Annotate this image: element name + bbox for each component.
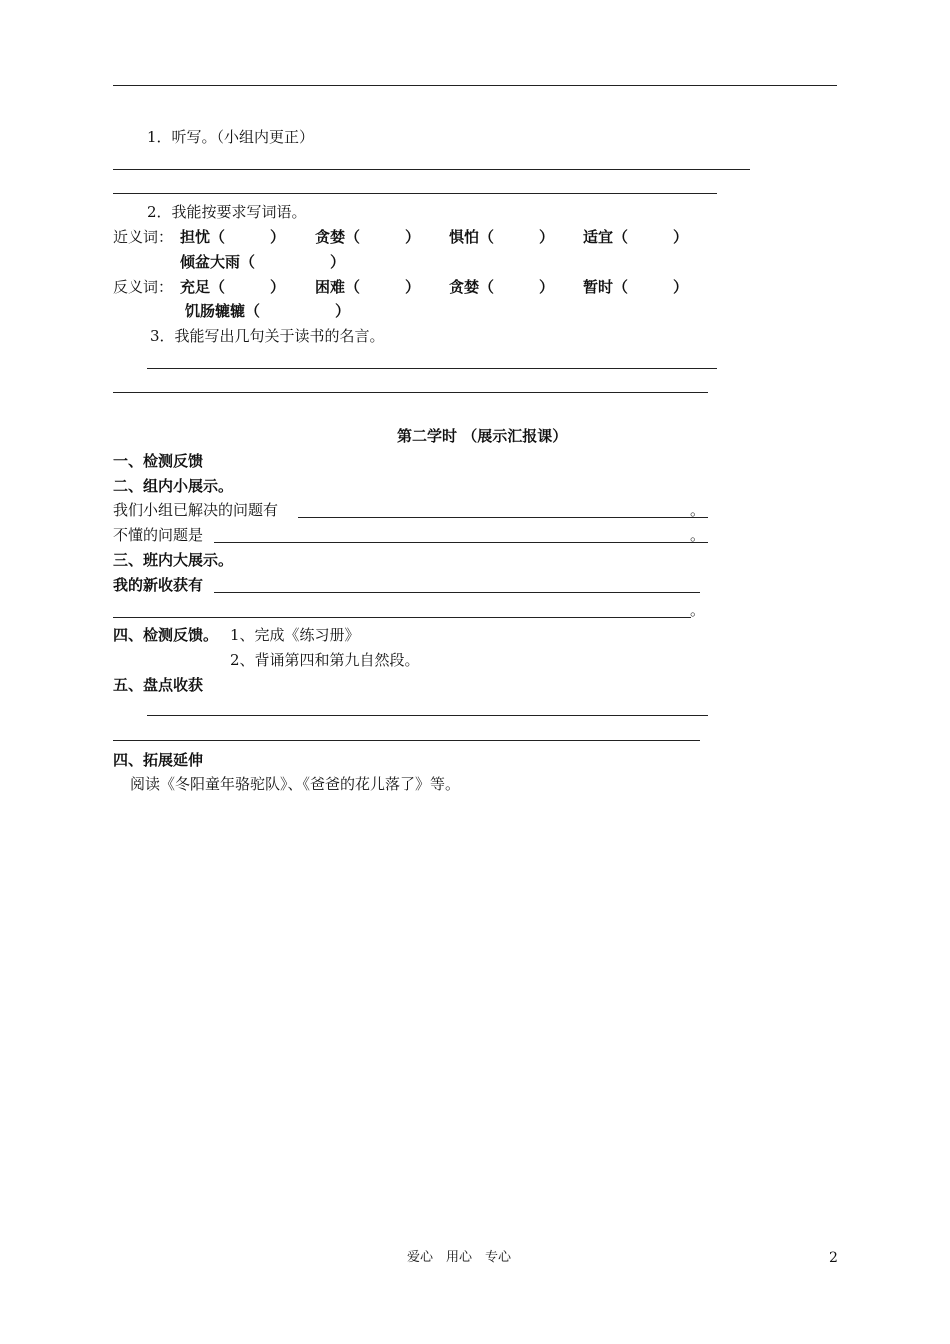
top-rule: [113, 85, 837, 86]
synonym-item[interactable]: 担忧（ ）: [180, 228, 286, 246]
page-number: 2: [829, 1250, 838, 1266]
harvest-line-2[interactable]: [113, 740, 700, 741]
section-heading-3: 三、班内大展示。: [113, 551, 234, 569]
synonym-item[interactable]: 适宜（ ）: [583, 228, 689, 246]
antonym-item[interactable]: 暂时（ ）: [583, 278, 689, 296]
synonym-prefix: 近义词：: [113, 228, 174, 246]
unsolved-problems-label: 不懂的问题是: [113, 526, 204, 544]
antonym-item[interactable]: 充足（ ）: [180, 278, 286, 296]
q2-label: 2．我能按要求写词语。: [147, 203, 307, 221]
antonym-prefix: 反义词：: [113, 278, 174, 296]
section-heading-4: 四、检测反馈。: [113, 626, 219, 644]
antonym-extra-item[interactable]: 饥肠辘辘（ ）: [185, 302, 351, 320]
antonym-item[interactable]: 困难（ ）: [315, 278, 421, 296]
q3-label: 3．我能写出几句关于读书的名言。: [150, 327, 385, 345]
reading-recommendation: 阅读《冬阳童年骆驼队》、《爸爸的花儿落了》等。: [130, 775, 461, 793]
new-gain-period: 。: [690, 601, 706, 619]
new-gain-label: 我的新收获有: [113, 576, 204, 594]
q3-answer-line-1[interactable]: [147, 368, 717, 369]
section-heading-5: 五、盘点收获: [113, 676, 204, 694]
synonym-item[interactable]: 贪婪（ ）: [315, 228, 421, 246]
solved-problems-label: 我们小组已解决的问题有: [113, 501, 279, 519]
synonym-item[interactable]: 惧怕（ ）: [449, 228, 555, 246]
section-heading-1: 一、检测反馈: [113, 452, 204, 470]
q1-answer-line-1[interactable]: [113, 169, 750, 170]
task-item-2: 2、背诵第四和第九自然段。: [230, 651, 420, 669]
antonym-item[interactable]: 贪婪（ ）: [449, 278, 555, 296]
solved-period: 。: [690, 501, 706, 519]
q1-label: 1．听写。（小组内更正）: [147, 128, 315, 146]
new-gain-line-2[interactable]: [113, 617, 691, 618]
synonym-extra-item[interactable]: 倾盆大雨（ ）: [180, 253, 346, 271]
new-gain-line-1[interactable]: [214, 592, 700, 593]
solved-problems-line[interactable]: [298, 517, 708, 518]
task-item-1: 1、完成《练习册》: [230, 626, 360, 644]
unsolved-problems-line[interactable]: [214, 542, 708, 543]
section-title: 第二学时 （展示汇报课）: [397, 427, 568, 445]
unsolved-period: 。: [690, 526, 706, 544]
section-heading-6: 四、拓展延伸: [113, 751, 204, 769]
q1-answer-line-2[interactable]: [113, 193, 717, 194]
q3-answer-line-2[interactable]: [113, 392, 708, 393]
harvest-line-1[interactable]: [147, 715, 708, 716]
footer-motto: 爱心 用心 专心: [407, 1250, 512, 1265]
section-heading-2: 二、组内小展示。: [113, 477, 234, 495]
